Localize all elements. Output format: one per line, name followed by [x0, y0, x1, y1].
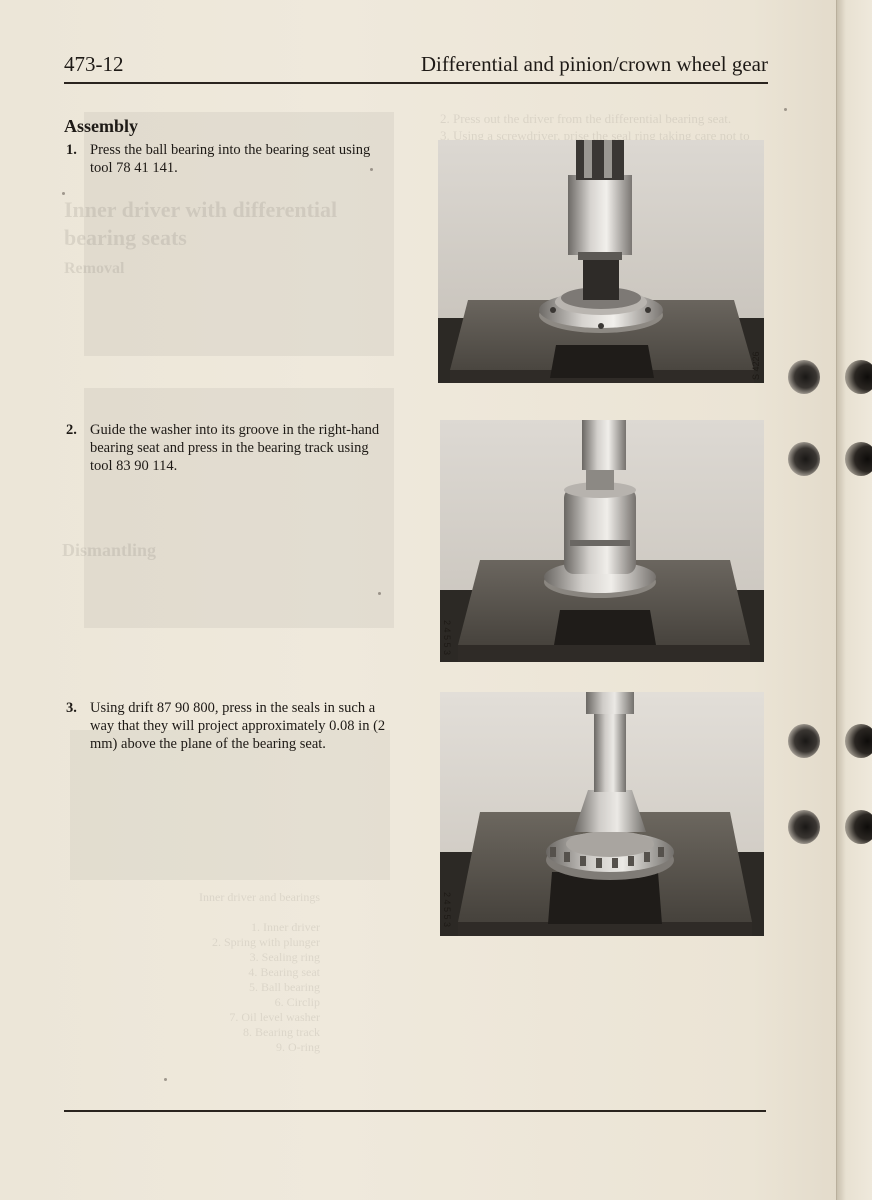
binder-hole-icon — [788, 360, 820, 394]
step-1 — [66, 141, 394, 177]
paper-speck — [62, 192, 65, 195]
footer-rule — [64, 1110, 766, 1112]
photo-bearing-press-step-2 — [440, 420, 764, 662]
step-text: Guide the washer into its groove in the right-hand bearing seat and press in the bearing track using tool 83 90 114. — [90, 422, 380, 474]
photo-bearing-press-step-1 — [438, 140, 764, 383]
binder-hole-icon — [845, 360, 872, 394]
paper-speck — [784, 108, 787, 111]
step-text: Using drift 87 90 800, press in the seals in such a way that they will project approximately 0.08 in (2 mm) above the plane of the bearing seat. — [90, 700, 386, 752]
bleed-through-text: Inner driver and bearings 1. Inner driver 2. Spring with plunger 3. Sealing ring 4. Bearing seat 5. Ball bearing 6. Circlip 7. Oil level washer 8. Bearing track 9. O-ring — [199, 890, 320, 1054]
figure-label: S 4226 — [751, 351, 761, 380]
step-text: Press the ball bearing into the bearing seat using tool 78 41 141. — [90, 142, 371, 176]
paper-speck — [378, 592, 381, 595]
page-number: 473-12 — [64, 52, 124, 76]
binder-hole-icon — [788, 442, 820, 476]
binder-hole-icon — [788, 810, 820, 844]
photo-seal-press-step-3 — [440, 692, 764, 936]
bleed-through-text: Inner driver with differential bearing seats — [64, 197, 338, 250]
bleed-through-text: Removal — [64, 260, 125, 277]
step-number: 3. — [66, 700, 77, 716]
binder-hole-icon — [845, 442, 872, 476]
binder-hole-icon — [845, 810, 872, 844]
adjacent-page-edge — [836, 0, 872, 1200]
header-rule — [64, 82, 768, 84]
binder-hole-icon — [788, 724, 820, 758]
page-title: Differential and pinion/crown wheel gear — [420, 52, 768, 76]
step-number: 2. — [66, 422, 77, 438]
bleed-through-text: 2. Press out the driver from the differential bearing seat. 3. Using a screwdriver, prise the seal ring taking care not to — [440, 111, 750, 143]
step-number: 1. — [66, 142, 77, 158]
step-3 — [66, 699, 394, 753]
bleed-through-text: Dismantling — [62, 540, 157, 560]
binder-hole-icon — [845, 724, 872, 758]
paper-speck — [164, 1078, 167, 1081]
figure-label: 2 4 5 5 3 — [442, 620, 452, 656]
paper-speck — [370, 168, 373, 171]
figure-label: 2 4 5 5 3 — [442, 892, 452, 928]
section-heading: Assembly — [64, 116, 139, 136]
step-2 — [66, 421, 394, 475]
